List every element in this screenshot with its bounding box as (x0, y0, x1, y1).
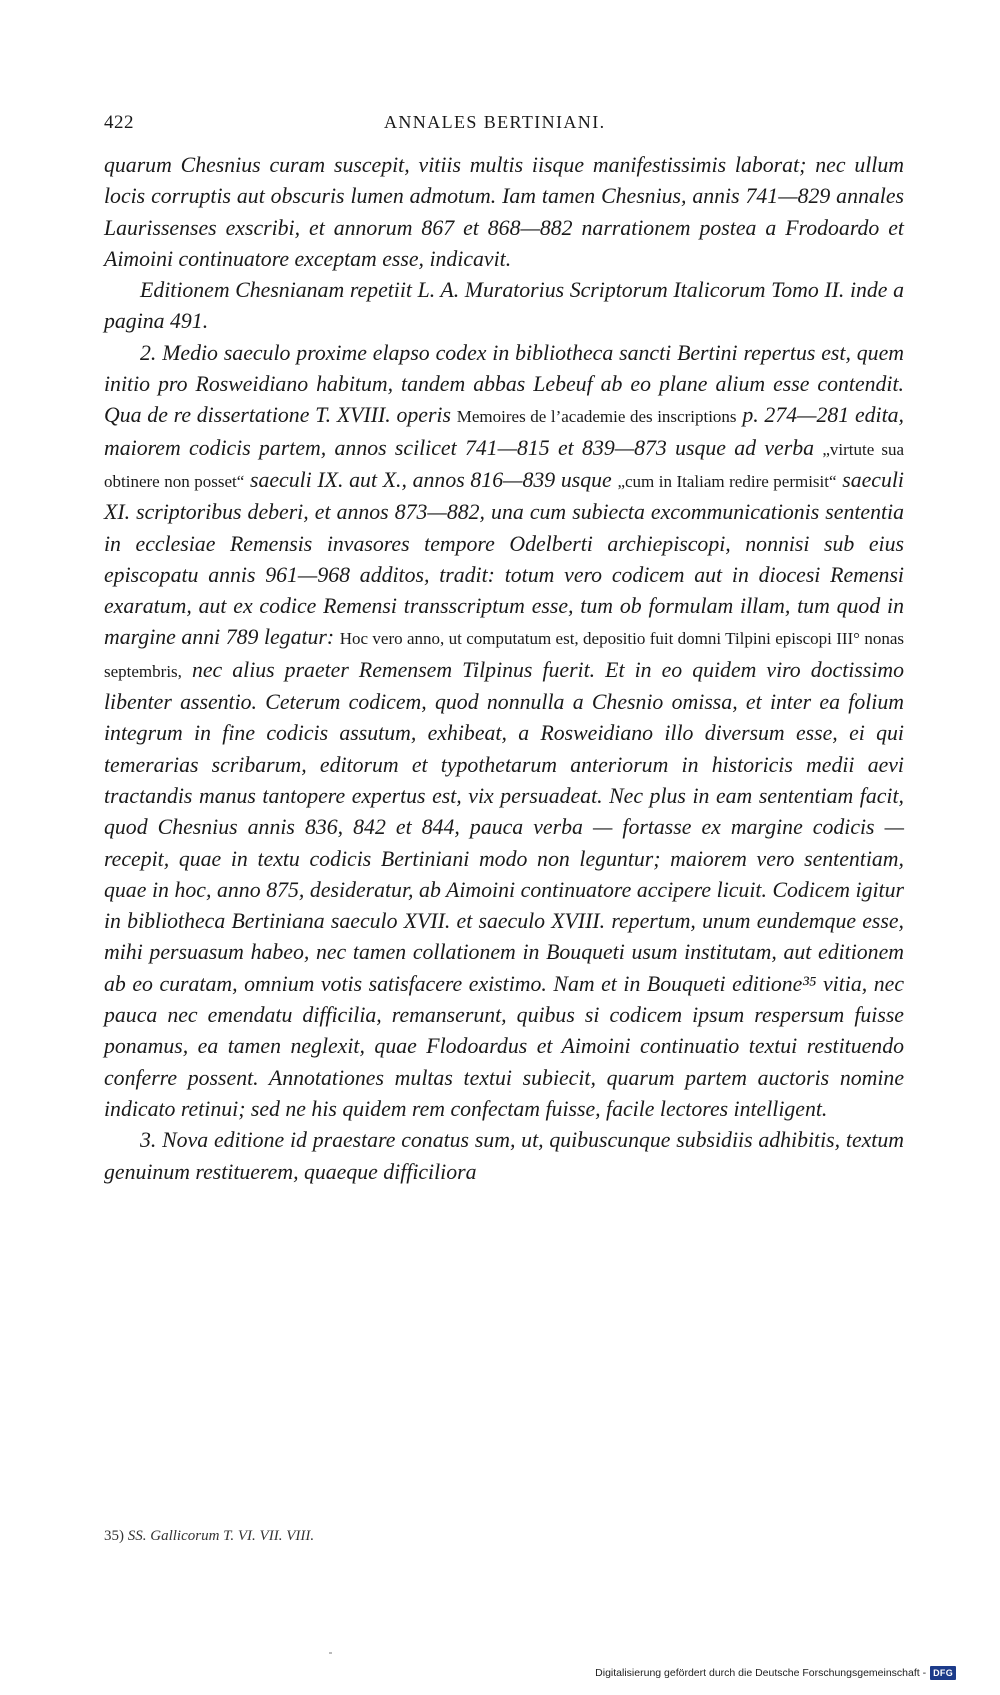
paragraph-4-text: 3. Nova editione id praestare conatus sum, ut, quibuscunque subsidiis adhibitis, textum genuinum restituerem, quaeque difficiliora (104, 1128, 904, 1184)
credit-text: Digitalisierung gefördert durch die Deutsche Forschungsgemeinschaft - (595, 1667, 927, 1679)
footnote-number: 35) (104, 1528, 124, 1544)
scan-speck (329, 1652, 332, 1654)
body-text (104, 150, 904, 1188)
quotation-3: Hoc vero anno, ut computatum est, depositio fuit domni Tilpini episcopi III° nonas septembris, (104, 629, 904, 681)
running-head (104, 112, 904, 142)
paragraph-3-text-c: p. 274—281 edita, maiorem codicis partem, annos scilicet 741—815 et 839—873 usque ad verba (104, 403, 904, 460)
dfg-logo-icon: DFG (930, 1666, 956, 1680)
paragraph-1-text: quarum Chesnius curam suscepit, vitiis multis iisque manifestissimis laborat; nec ullum locis corruptis aut obscuris lumen admotum. Iam tamen Chesnius, annis 741—829 annales Laurissenses exscribi, et annorum 867 et 868—882 narrationem postea a Frodoardo et Aimoini continuatore exceptam esse, indicavit. (104, 153, 904, 271)
digitization-credit (595, 1665, 956, 1681)
paragraph-1 (104, 150, 904, 275)
paragraph-2 (104, 275, 904, 338)
paragraph-2-text: Editionem Chesnianam repetiit L. A. Muratorius Scriptorum Italicorum Tomo II. inde a pagina 491. (104, 278, 904, 334)
paragraph-3-text-i: nec alius praeter Remensem Tilpinus fuerit. Et in eo quidem viro doctissimo libenter assentio. Ceterum codicem, quod nonnulla a Chesnio omissa, et inter ea folium integrum in fine codicis assutum, exhibeat, a Rosweidiano illo diversum esse, ei qui temerarias scribarum, editorum et typothetarum anteriorum in historicis medii aevi tractandis manus tantopere expertus est, vix persuadeat. Nec plus in eam sententiam facit, quod Chesnius annis 836, 842 et 844, pauca verba — fortasse ex margine codicis — recepit, quae in textu codicis Bertiniani modo non leguntur; maiorem vero sententiam, quae in hoc, anno 875, desideratur, ab Aimoini continuatore accipere licuit. Codicem igitur in bibliotheca Bertiniana saeculo XVII. et saeculo XVIII. repertum, unum eundemque esse, mihi persuasum habeo, nec tamen collationem in Bouqueti usum institutam, aut editionem ab eo curatam, omnium votis satisfacere existimo. Nam et in Bouqueti editione³⁵ vitia, nec pauca nec emendatu difficilia, remanserunt, quibus si codicem ipsum respersum fuisse ponamus, ea tamen neglexit, quae Flodoardus et Aimoini continuatio textui restituendo conferre possent. Annotationes multas textui subiecit, quarum partem auctoris nomine indicato retinui; sed ne his quidem rem confectam fuisse, facile lectores intelligent. (104, 657, 904, 1121)
paragraph-3-text-g: saeculi XI. scriptoribus deberi, et annos 873—882, una cum subiecta excommunicationis sententia in ecclesiae Remensis invasores tempore Odelberti archiepiscopi, nonnisi sub eius episcopatu annis 961—968 additos, tradit: totum vero codicem aut in diocesi Remensi exaratum, aut ex codice Remensi transscriptum esse, tum ob formulam illam, tum quod in margine anni 789 legatur: (104, 467, 904, 650)
quoted-title: Memoires de l’academie des inscriptions (456, 407, 737, 427)
quotation-1: „virtute sua obtinere non posset“ (104, 439, 904, 491)
paragraph-3-text-e: saeculi IX. aut X., annos 816—839 usque (244, 467, 618, 492)
footnote (104, 1528, 904, 1545)
footnote-text: SS. Gallicorum T. VI. VII. VIII. (127, 1528, 315, 1544)
quotation-2: „cum in Italiam redire permisit“ (617, 471, 837, 491)
paragraph-3 (104, 338, 904, 1125)
paragraph-4 (104, 1125, 904, 1188)
running-title: ANNALES BERTINIANI. (384, 112, 606, 132)
paragraph-3-text-a: 2. Medio saeculo proxime elapso codex in bibliotheca sancti Bertini repertus est, quem initio pro Rosweidiano habitum, tandem abbas Lebeuf ab eo plane alium esse contendit. Qua de re dissertatione T. XVIII. operis (104, 340, 904, 428)
page-number: 422 (104, 112, 134, 133)
